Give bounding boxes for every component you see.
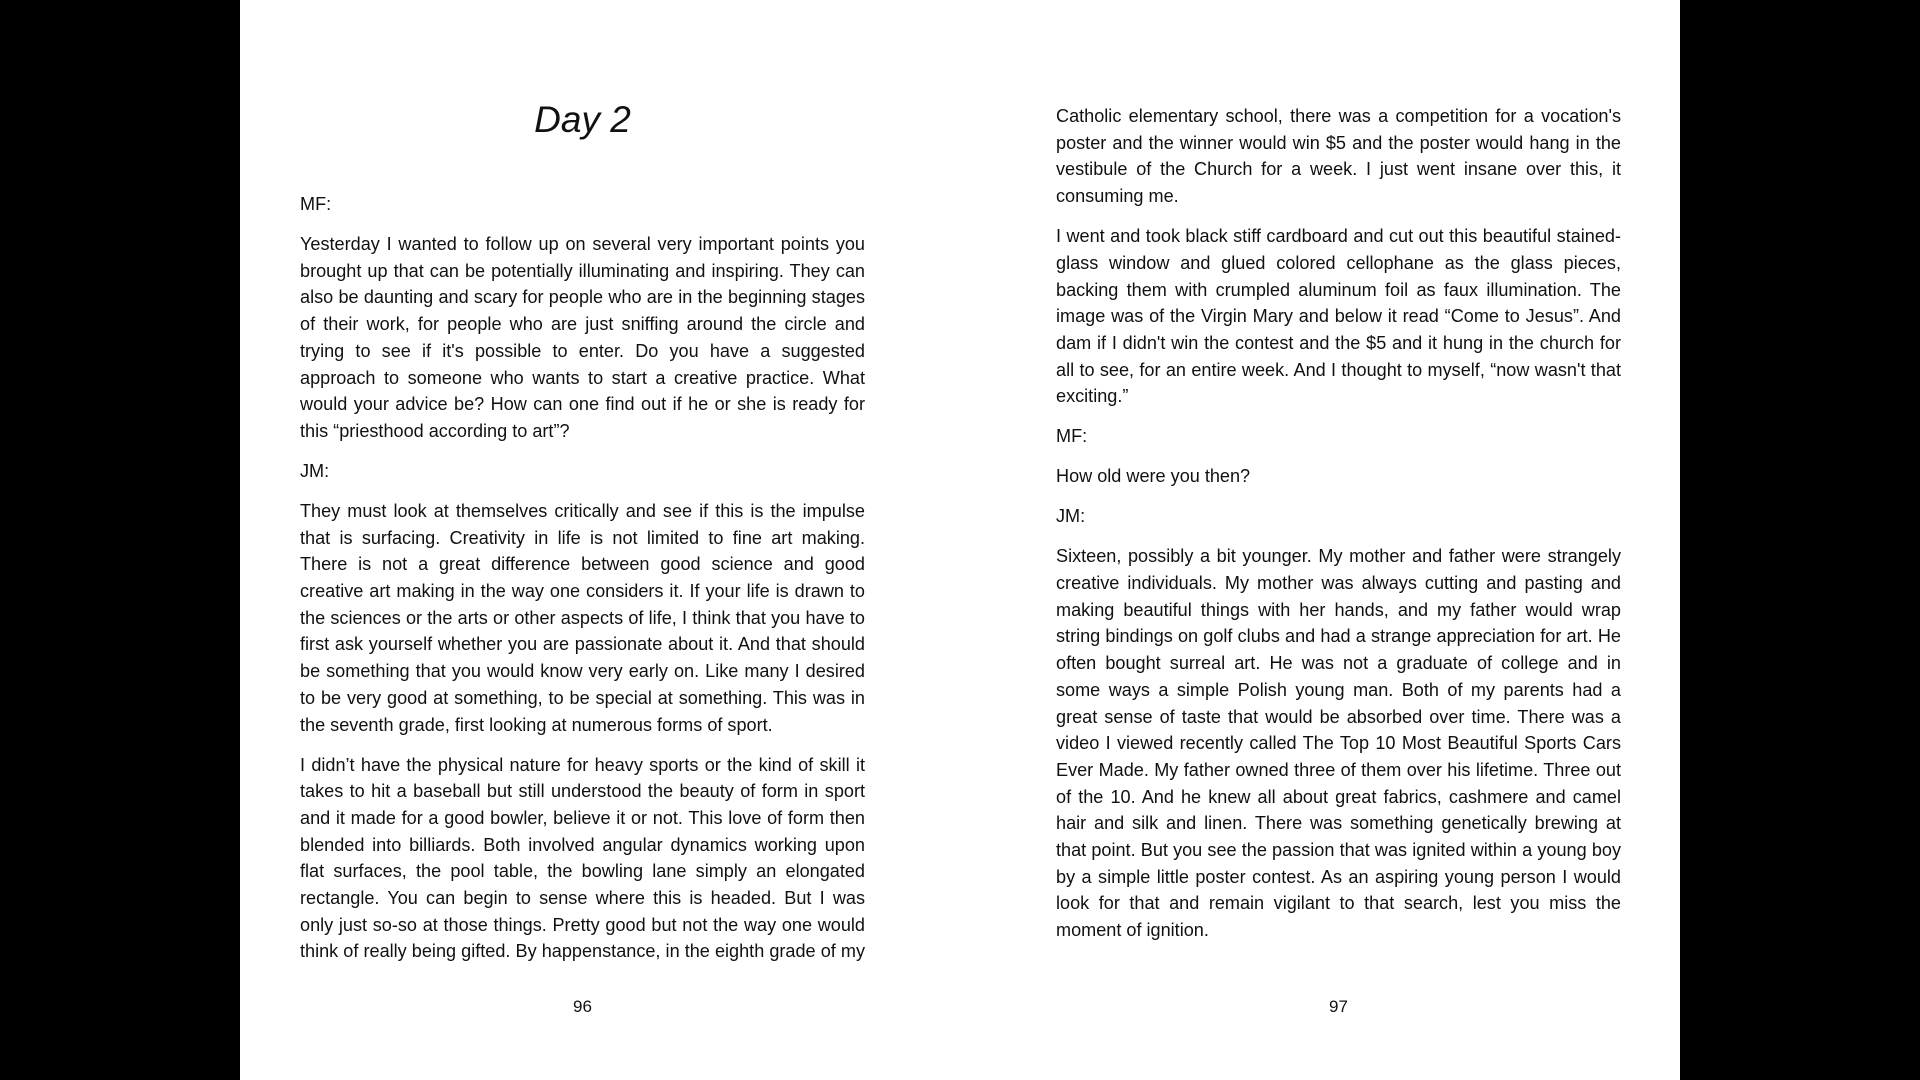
right-page-body	[1056, 103, 1621, 957]
chapter-title: Day 2	[534, 99, 631, 140]
paragraph: I went and took black stiff cardboard and cut out this beautiful stained-glass window and glued colored cellophane as the glass pieces, backing them with crumpled aluminum foil as faux illumination. The image was of the Virgin Mary and below it read “Come to Jesus”. And dam if I didn't win the contest and the $5 and it hung in the church for all to see, for an entire week. And I thought to myself, “now wasn't that exciting.”	[1056, 226, 1621, 407]
page-number: 97	[1329, 997, 1348, 1016]
speaker-label: JM:	[300, 460, 330, 481]
paragraph: Catholic elementary school, there was a competition for a vocation's poster and the winner would win $5 and the poster would hang in the vestibule of the Church for a week. I just went insane over this, it consuming me.	[1056, 106, 1621, 207]
left-page	[300, 0, 865, 1080]
left-page-body	[300, 191, 865, 978]
speaker-label: MF:	[300, 194, 332, 214]
paragraph: How old were you then?	[1056, 466, 1251, 487]
speaker-label: MF:	[1056, 426, 1088, 447]
paragraph: I didn’t have the physical nature for heavy sports or the kind of skill it takes to hit a baseball but still understood the beauty of form in sport and it made for a good bowler, believe it or not. This love of form then blended into billiards. Both involved angular dynamics working upon flat surfaces, the pool table, the bowling lane simply an elongated rectangle. You can begin to sense where this is headed. But I was only just so-so at those things. Pretty good but not the way one would think of really being gifted. By happenstance, in the eighth grade of my	[300, 754, 865, 962]
book-spread	[240, 0, 1680, 1080]
right-page	[1056, 0, 1621, 1080]
paragraph: Yesterday I wanted to follow up on several very important points you brought up that can be potentially illuminating and inspiring. They can also be daunting and scary for people who are in the beginning stages of their work, for people who are just sniffing around the circle and trying to see if it's possible to enter. Do you have a suggested approach to someone who wants to start a creative practice. What would your advice be? How can one find out if he or she is ready for this “priesthood according to art”?	[300, 234, 865, 441]
paragraph: Sixteen, possibly a bit younger. My mother and father were strangely creative individuals. My mother was always cutting and pasting and making beautiful things with her hands, and my father would wrap string bindings on golf clubs and had a strange appreciation for art. He often bought surreal art. He was not a graduate of college and in some ways a simple Polish young man. Both of my parents had a great sense of taste that would be absorbed over time. There was a video I viewed recently called The Top 10 Most Beautiful Sports Cars Ever Made. My father owned three of them over his lifetime. Three out of the 10. And he knew all about great fabrics, cashmere and camel hair and silk and linen. There was something genetically brewing at that point. But you see the passion that was ignited within a young boy by a simple little poster contest. As an aspiring young person I would look for that and remain vigilant to that search, lest you miss the moment of ignition.	[1056, 546, 1621, 941]
page-number: 96	[573, 997, 592, 1016]
speaker-label: JM:	[1056, 506, 1086, 527]
paragraph: They must look at themselves critically and see if this is the impulse that is surfacing. Creativity in life is not limited to fine art making. There is not a great difference between good science and good creative art making in the way one considers it. If your life is drawn to the sciences or the arts or other aspects of life, I think that you have to first ask yourself whether you are passionate about it. And that should be something that you would know very early on. Like many I desired to be very good at something, to be special at something. This was in the seventh grade, first looking at numerous forms of sport.	[300, 500, 865, 735]
